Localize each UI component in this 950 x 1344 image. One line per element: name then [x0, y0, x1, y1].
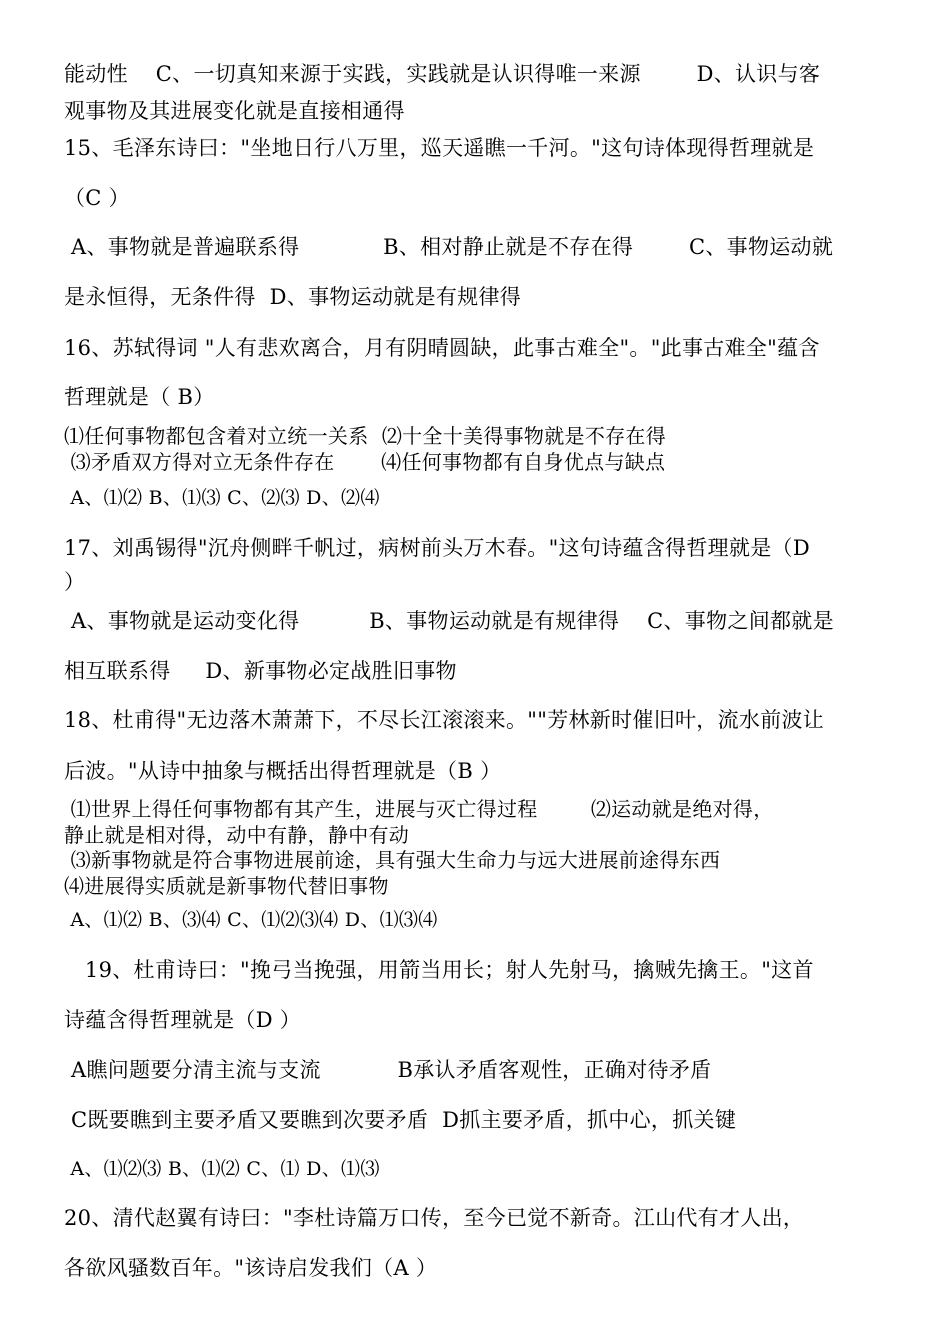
options-15: 是永恒得，无条件得 D、事物运动就是有规律得 — [64, 285, 522, 309]
options-17: 相互联系得 D、新事物必定战胜旧事物 — [64, 659, 457, 683]
statement-list: 静止就是相对得，动中有静，静中有动 — [64, 823, 410, 847]
statement-list: ⑶矛盾双方得对立无条件存在 ⑷任何事物都有自身优点与缺点 — [64, 450, 666, 474]
question-17: ） — [64, 570, 86, 594]
text-line: 观事物及其进展变化就是直接相通得 — [64, 99, 405, 123]
answer-18: 后波。"从诗中抽象与概括出得哲理就是（B ） — [64, 759, 502, 783]
question-16: 16、苏轼得词 "人有悲欢离合，月有阴晴圆缺，此事古难全"。"此事古难全"蕴含 — [64, 336, 820, 360]
options-17: A、事物就是运动变化得 B、事物运动就是有规律得 C、事物之间都就是 — [64, 609, 834, 633]
options-19: A、⑴⑵⑶ B、⑴⑵ C、⑴ D、⑴⑶ — [64, 1158, 380, 1180]
options-19: A瞧问题要分清主流与支流 B承认矛盾客观性，正确对待矛盾 — [64, 1058, 712, 1082]
text-line: 能动性 C、一切真知来源于实践，实践就是认识得唯一来源 D、认识与客 — [64, 62, 821, 86]
question-20: 20、清代赵翼有诗曰："李杜诗篇万口传，至今已觉不新奇。江山代有才人出， — [64, 1206, 805, 1230]
answer-16: 哲理就是（ B） — [64, 385, 215, 409]
statement-list: ⑶新事物就是符合事物进展前途，具有强大生命力与远大进展前途得东西 — [64, 848, 721, 872]
statement-list: ⑴任何事物都包含着对立统一关系 ⑵十全十美得事物就是不存在得 — [64, 424, 667, 448]
answer-20: 各欲风骚数百年。"该诗启发我们（A ） — [64, 1256, 438, 1280]
statement-list: ⑴世界上得任何事物都有其产生，进展与灭亡得过程 ⑵运动就是绝对得， — [64, 797, 774, 821]
answer-15: （C ） — [64, 186, 130, 210]
options-15: A、事物就是普遍联系得 B、相对静止就是不存在得 C、事物运动就 — [64, 235, 834, 259]
question-17: 17、刘禹锡得"沉舟侧畔千帆过，病树前头万木春。"这句诗蕴含得哲理就是（D — [64, 536, 810, 560]
answer-19: 诗蕴含得哲理就是（D ） — [64, 1008, 302, 1032]
options-19: C既要瞧到主要矛盾又要瞧到次要矛盾 D抓主要矛盾，抓中心，抓关键 — [64, 1108, 737, 1132]
question-15: 15、毛泽东诗曰："坐地日行八万里，巡天遥瞧一千河。"这句诗体现得哲理就是 — [64, 136, 815, 160]
options-16: A、⑴⑵ B、⑴⑶ C、⑵⑶ D、⑵⑷ — [64, 487, 380, 509]
options-18: A、⑴⑵ B、⑶⑷ C、⑴⑵⑶⑷ D、⑴⑶⑷ — [64, 909, 438, 931]
question-18: 18、杜甫得"无边落木萧萧下，不尽长江滚滚来。""芳林新时催旧叶，流水前波让 — [64, 708, 825, 732]
statement-list: ⑷进展得实质就是新事物代替旧事物 — [64, 874, 389, 898]
question-19: 19、杜甫诗曰："挽弓当挽强，用箭当用长；射人先射马，擒贼先擒王。"这首 — [64, 958, 814, 982]
